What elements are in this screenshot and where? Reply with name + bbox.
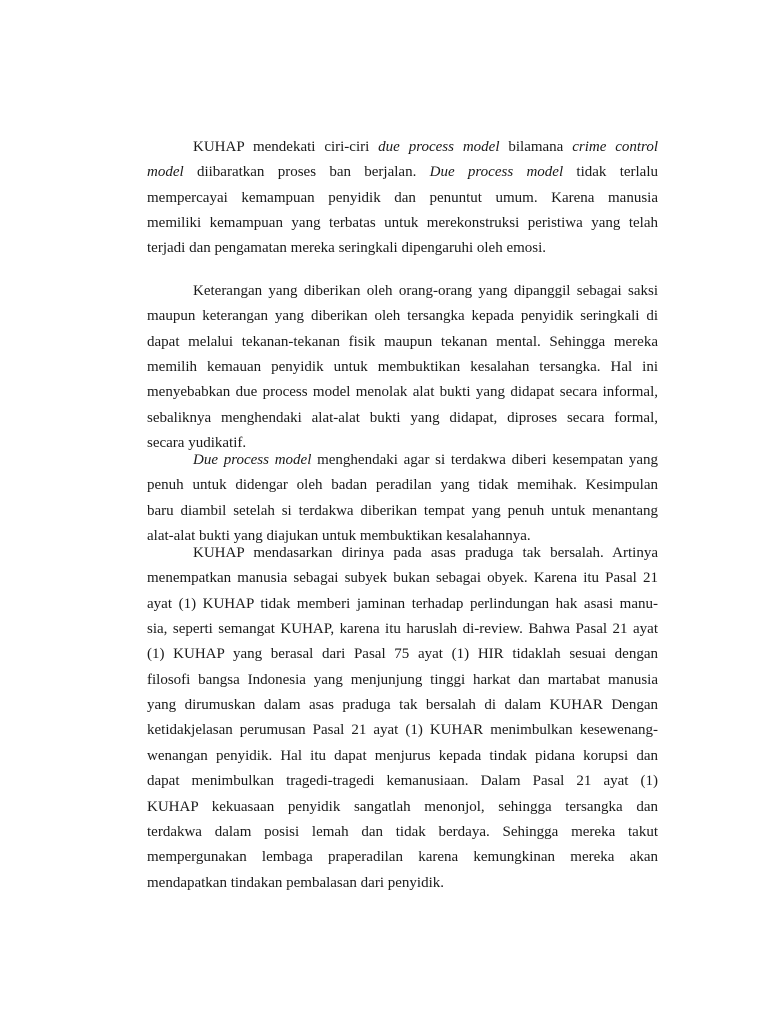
text-segment: diibaratkan proses ban berjalan. xyxy=(183,164,430,181)
text-segment: secara yudikatif. xyxy=(147,434,247,451)
text-line xyxy=(193,282,658,300)
text-segment: mendapatkan tindakan pembalasan dari penyidik. xyxy=(147,874,444,891)
italic-text: Due process model xyxy=(193,452,312,468)
text-segment: penuh untuk didengar oleh badan peradilan yang tidak memihak. Kesimpulan xyxy=(147,477,658,494)
italic-text: Due process model xyxy=(429,164,564,181)
text-line xyxy=(147,823,658,841)
text-line xyxy=(147,163,658,181)
text-segment: maupun keterangan yang diberikan oleh tersangka kepada penyidik seringkali di xyxy=(147,308,658,325)
text-line xyxy=(147,358,658,376)
text-segment: Keterangan yang diberikan oleh orang-orang yang dipanggil sebagai saksi xyxy=(193,283,658,299)
text-line xyxy=(147,239,658,257)
text-line xyxy=(147,848,658,866)
text-segment: yang dirumuskan dalam asas praduga tak bersalah di dalam KUHAR Dengan xyxy=(147,697,658,714)
text-line xyxy=(147,620,658,638)
text-segment: dapat menimbulkan tragedi-tragedi kemanusiaan. Dalam Pasal 21 ayat (1) xyxy=(147,773,658,790)
text-line xyxy=(147,696,658,714)
text-line xyxy=(147,772,658,790)
text-segment: (1) KUHAP yang berasal dari Pasal 75 ayat (1) HIR tidaklah sesuai dengan xyxy=(147,646,658,663)
text-segment: filosofi bangsa Indonesia yang menjunjung tinggi harkat dan martabat manusia xyxy=(147,671,658,688)
text-segment: menempatkan manusia sebagai subyek bukan sebagai obyek. Karena itu Pasal 21 xyxy=(147,570,658,587)
text-segment: tidak terlalu xyxy=(563,164,659,181)
text-line xyxy=(193,544,658,562)
text-segment: ayat (1) KUHAP tidak memberi jaminan terhadap perlindungan hak asasi manu- xyxy=(147,595,658,612)
text-segment: menyebabkan due process model menolak alat bukti yang didapat secara informal, xyxy=(147,384,658,401)
text-segment: KUHAP mendekati ciri-ciri xyxy=(193,139,379,155)
text-line xyxy=(147,671,658,689)
text-line xyxy=(147,595,658,613)
text-line xyxy=(147,502,658,520)
text-line xyxy=(147,569,658,587)
text-segment: KUHAP mendasarkan dirinya pada asas praduga tak bersalah. Artinya xyxy=(193,545,658,561)
text-segment: sebaliknya menghendaki alat-alat bukti yang didapat, diproses secara formal, xyxy=(147,409,658,426)
text-line xyxy=(147,434,658,452)
text-segment: alat-alat bukti yang diajukan untuk membuktikan kesalahannya. xyxy=(147,527,531,544)
italic-text: crime control xyxy=(572,139,659,155)
text-line xyxy=(147,527,658,545)
text-segment: ketidakjelasan perumusan Pasal 21 ayat (1) KUHAR menimbulkan kesewenang- xyxy=(147,722,658,739)
text-line xyxy=(193,138,658,156)
text-line xyxy=(147,645,658,663)
text-segment: bilamana xyxy=(499,139,573,155)
text-line xyxy=(147,307,658,325)
text-line xyxy=(147,383,658,401)
text-segment: mempergunakan lembaga praperadilan karena kemungkinan mereka akan xyxy=(147,849,658,866)
text-segment: terjadi dan pengamatan mereka seringkali dipengaruhi oleh emosi. xyxy=(147,240,547,257)
text-segment: sia, seperti semangat KUHAP, karena itu haruslah di-review. Bahwa Pasal 21 ayat xyxy=(147,621,658,638)
text-line xyxy=(147,333,658,351)
text-line xyxy=(147,409,658,427)
text-segment: KUHAP kekuasaan penyidik sangatlah menonjol, sehingga tersangka dan xyxy=(147,798,658,815)
text-line xyxy=(147,798,658,816)
text-line xyxy=(147,721,658,739)
text-segment: mempercayai kemampuan penyidik dan penuntut umum. Karena manusia xyxy=(147,189,658,206)
text-line xyxy=(147,189,658,207)
italic-text: due process model xyxy=(378,139,500,155)
text-line xyxy=(147,214,658,232)
text-line xyxy=(147,747,658,765)
text-segment: dapat melalui tekanan-tekanan fisik maupun tekanan mental. Sehingga mereka xyxy=(147,333,658,350)
text-line xyxy=(193,451,658,469)
text-segment: wenangan penyidik. Hal itu dapat menjurus kepada tindak pidana korupsi dan xyxy=(147,747,658,764)
text-segment: memilih kemauan penyidik untuk membuktikan kesalahan tersangka. Hal ini xyxy=(147,358,658,375)
text-segment: menghendaki agar si terdakwa diberi kesempatan yang xyxy=(311,452,658,468)
italic-text: model xyxy=(147,164,184,181)
text-segment: terdakwa dalam posisi lemah dan tidak berdaya. Sehingga mereka takut xyxy=(147,823,658,840)
text-segment: baru diambil setelah si terdakwa diberikan tempat yang penuh untuk menantang xyxy=(147,502,658,519)
text-segment: memiliki kemampuan yang terbatas untuk merekonstruksi peristiwa yang telah xyxy=(147,214,658,231)
text-line xyxy=(147,476,658,494)
text-line xyxy=(147,874,658,892)
